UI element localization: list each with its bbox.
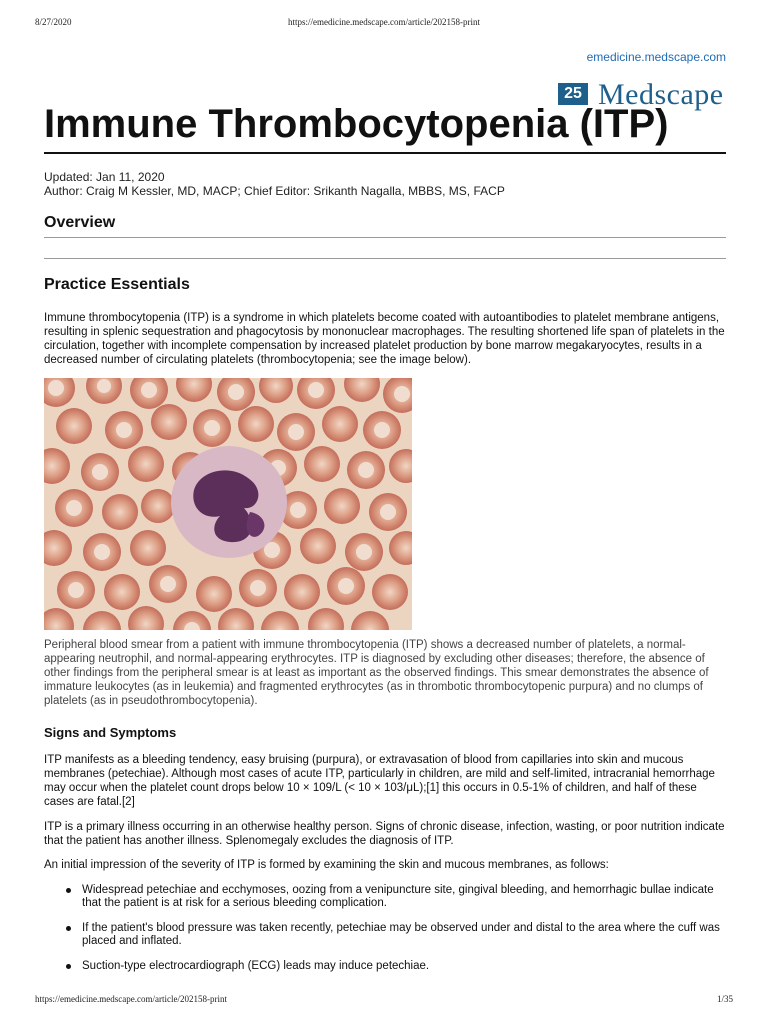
logo-badge: 25 — [558, 83, 588, 105]
image-caption: Peripheral blood smear from a patient with immune thrombocytopenia (ITP) shows a decreased number of platelets, a normal-appearing neutrophil, and normal-appearing erythrocytes. ITP is diagnosed by excluding other diseases; therefore, the absence of other findings from the peripheral smear is at least as important as the observed findings. This smear demonstrates the absence of immature leukocytes (as in leukemia) and fragmented erythrocytes (as in thrombotic thrombocytopenic purpura) and no clumps of platelets (as in pseudothrombocytopenia). — [44, 639, 709, 707]
list-item: Suction-type electrocardiograph (ECG) leads may induce petechiae. — [44, 960, 726, 973]
site-link[interactable]: emedicine.medscape.com — [586, 50, 726, 64]
bullet-dot-icon — [66, 964, 71, 969]
author-line: Author: Craig M Kessler, MD, MACP; Chief Editor: Srikanth Nagalla, MBBS, MS, FACP — [44, 184, 505, 198]
print-url: https://emedicine.medscape.com/article/202158-print — [288, 17, 480, 27]
overview-heading: Overview — [44, 214, 116, 231]
overview-divider — [44, 237, 726, 238]
severity-list — [44, 884, 726, 985]
list-item: Widespread petechiae and ecchymoses, oozing from a venipuncture site, gingival bleeding, and hemorrhagic bullae indicate that the patient is at risk for a serious bleeding complication. — [44, 884, 726, 910]
intro-paragraph: Immune thrombocytopenia (ITP) is a syndrome in which platelets become coated with autoantibodies to platelet membrane antigens, resulting in splenic sequestration and phagocytosis by mononuclear macrophages. The resulting shortened life span of platelets in the circulation, together with incomplete compensation by increased platelet production by bone marrow megakaryocytes, results in a decreased number of circulating platelets (thrombocytopenia; see the image below). — [44, 312, 725, 366]
practice-essentials-heading: Practice Essentials — [44, 276, 190, 293]
footer-url: https://emedicine.medscape.com/article/202158-print — [35, 994, 227, 1004]
updated-date: Updated: Jan 11, 2020 — [44, 170, 165, 184]
title-divider — [44, 152, 726, 154]
list-item: If the patient's blood pressure was taken recently, petechiae may be observed under and distal to the area where the cuff was placed and inflated. — [44, 922, 726, 948]
bullet-dot-icon — [66, 888, 71, 893]
print-footer — [0, 994, 768, 1008]
logo-wordmark: Medscape — [598, 78, 724, 111]
print-header — [0, 17, 768, 31]
bullet-dot-icon — [66, 926, 71, 931]
signs-and-symptoms-heading: Signs and Symptoms — [44, 725, 177, 740]
print-date: 8/27/2020 — [35, 17, 72, 27]
signs-paragraph-1: ITP manifests as a bleeding tendency, easy bruising (purpura), or extravasation of blood from capillaries into skin and mucous membranes (petechiae). Although most cases of acute ITP, particularly in children, are mild and self-limited, intracranial hemorrhage may occur when the platelet count drops below 10 × 109/L (< 10 × 103/μL);[1] this occurs in 0.5-1% of children, and half of these cases are fatal.[2] — [44, 754, 715, 808]
blood-smear-image — [44, 378, 412, 630]
page-title: Immune Thrombocytopenia (ITP) — [44, 102, 669, 146]
signs-paragraph-2: ITP is a primary illness occurring in an otherwise healthy person. Signs of chronic disease, infection, wasting, or poor nutrition indicate that the patient has another illness. Splenomegaly excludes the diagnosis of ITP. — [44, 821, 725, 847]
signs-paragraph-3: An initial impression of the severity of ITP is formed by examining the skin and mucous membranes, as follows: — [44, 859, 609, 871]
section-divider — [44, 258, 726, 259]
page-number: 1/35 — [716, 994, 733, 1004]
